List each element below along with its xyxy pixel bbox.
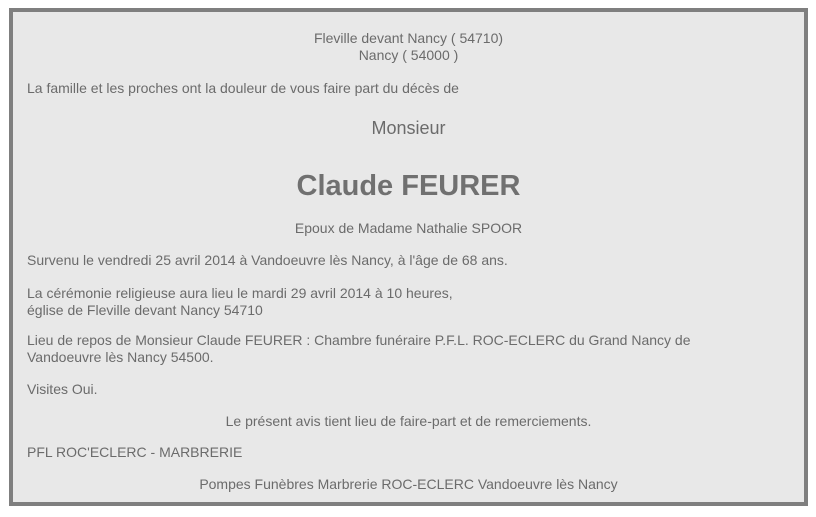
location-line-1: Fleville devant Nancy ( 54710) — [313, 30, 504, 46]
rest-place-line-1: Lieu de repos de Monsieur Claude FEURER : Chambre funéraire P.F.L. ROC-ECLERC du Grand Nancy de — [27, 332, 691, 348]
deceased-name: Claude FEURER — [296, 170, 521, 202]
acknowledgement-line: Le présent avis tient lieu de faire-part et de remerciements. — [225, 413, 592, 429]
company-name: PFL ROC'ECLERC - MARBRERIE — [27, 444, 243, 460]
rest-place-line-2: Vandoeuvre lès Nancy 54500. — [27, 349, 214, 365]
intro-text: La famille et les proches ont la douleur de vous faire part du décès de — [27, 80, 459, 96]
ceremony-line-1: La cérémonie religieuse aura lieu le mardi 29 avril 2014 à 10 heures, — [27, 285, 453, 301]
footer-line: Pompes Funèbres Marbrerie ROC-ECLERC Vandoeuvre lès Nancy — [199, 476, 618, 492]
death-notice-card — [9, 8, 808, 506]
civility-title: Monsieur — [371, 118, 446, 138]
location-line-2: Nancy ( 54000 ) — [358, 47, 459, 63]
spouse-line: Epoux de Madame Nathalie SPOOR — [294, 220, 523, 236]
ceremony-line-2: église de Fleville devant Nancy 54710 — [27, 302, 263, 318]
visits-line: Visites Oui. — [27, 381, 98, 397]
death-info: Survenu le vendredi 25 avril 2014 à Vandoeuvre lès Nancy, à l'âge de 68 ans. — [27, 252, 508, 268]
